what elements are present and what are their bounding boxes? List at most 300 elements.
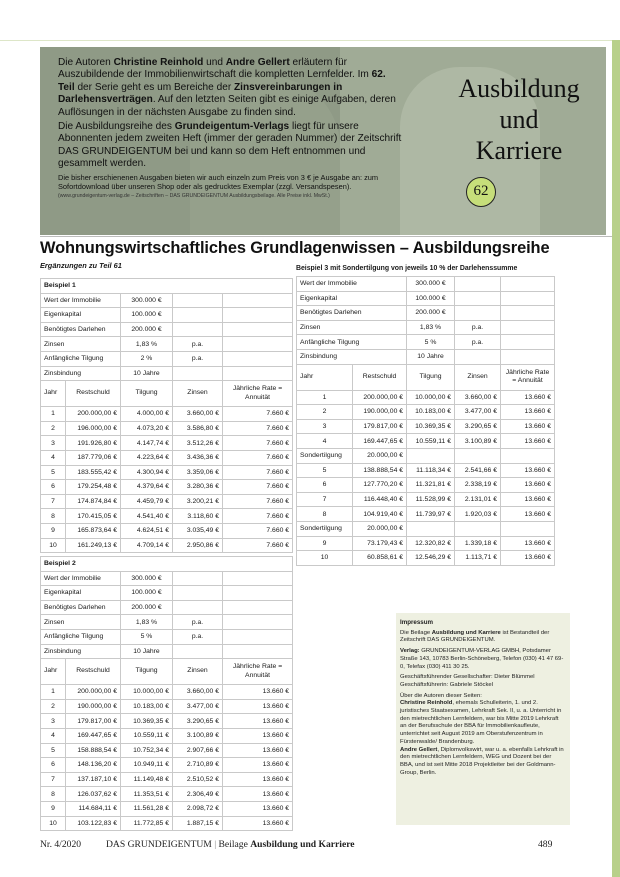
- param-value: 300.000 €: [121, 293, 173, 308]
- value-cell: 3.512,26 €: [173, 436, 223, 451]
- value-cell: 174.874,84 €: [66, 494, 121, 509]
- year-cell: 6: [41, 758, 66, 773]
- value-cell: 60.858,61 €: [353, 551, 407, 566]
- param-value: 5 %: [121, 629, 173, 644]
- table-row: [41, 538, 293, 553]
- year-cell: 2: [41, 699, 66, 714]
- value-cell: 191.926,80 €: [66, 436, 121, 451]
- table-row: [41, 728, 293, 743]
- part-number-badge: 62: [466, 177, 496, 207]
- value-cell: 13.660 €: [501, 434, 555, 449]
- param-label: Eigenkapital: [297, 291, 407, 306]
- impressum-p6: Andre Gellert, Diplomvolkswirt, war u. a. ebenfalls Lehrkraft in den mietrechtlichen Lernfeldern, WEG und Dozent bei der BBA, und ist seit Mitte 2018 Projektleiter bei der Goldmann-Group, Berlin.: [400, 746, 564, 776]
- value-cell: 3.100,89 €: [173, 728, 223, 743]
- param-row: [297, 349, 555, 364]
- year-cell: 10: [41, 538, 66, 553]
- value-cell: 190.000,00 €: [353, 405, 407, 420]
- column-header: Restschuld: [353, 364, 407, 390]
- value-cell: 127.770,20 €: [353, 478, 407, 493]
- param-value: 10 Jahre: [407, 349, 455, 364]
- year-cell: 6: [41, 480, 66, 495]
- value-cell: 3.290,65 €: [173, 714, 223, 729]
- impressum-p4: Über die Autoren dieser Seiten:: [400, 692, 482, 699]
- year-cell: 9: [41, 801, 66, 816]
- value-cell: 13.660 €: [223, 787, 293, 802]
- column-header: Jährliche Rate = Annuität: [223, 381, 293, 407]
- param-label: Zinsen: [41, 615, 121, 630]
- value-cell: 3.200,21 €: [173, 494, 223, 509]
- param-row: [297, 320, 555, 335]
- value-cell: 165.873,64 €: [66, 523, 121, 538]
- value-cell: 13.660 €: [223, 801, 293, 816]
- column-header: Restschuld: [66, 381, 121, 407]
- footer-issue: Nr. 4/2020: [40, 839, 82, 850]
- value-cell: 3.660,00 €: [173, 685, 223, 700]
- intro-paragraph-3: Die bisher erschienenen Ausgaben bieten wir auch einzeln zum Preis von 3 € je Ausgabe an: zum Sofortdownload über unseren Shop oder als gedrucktes Exemplar (zzgl. Versandspesen).: [58, 172, 379, 192]
- intro-paragraph-2: Die Ausbildungsreihe des Grundeigentum-Verlags liegt für unsere Abonnenten jedem zweiten Heft (immer der geraden Nummer) der Zeitschrift DAS GRUNDEIGENTUM bei und kann so dem Heft entnommen und gesammelt werden.: [58, 121, 402, 170]
- year-cell: 9: [297, 536, 353, 551]
- value-cell: [455, 448, 501, 463]
- table-row: [297, 419, 555, 434]
- param-row: [41, 366, 293, 381]
- year-cell: 1: [297, 390, 353, 405]
- value-cell: 116.448,40 €: [353, 492, 407, 507]
- param-label: Wert der Immobilie: [41, 293, 121, 308]
- param-row: [41, 337, 293, 352]
- param-empty: [223, 351, 293, 366]
- value-cell: 13.660 €: [501, 390, 555, 405]
- param-row: [41, 644, 293, 659]
- param-row: [41, 586, 293, 601]
- param-unit: [173, 308, 223, 323]
- value-cell: 13.660 €: [501, 419, 555, 434]
- value-cell: 13.660 €: [223, 714, 293, 729]
- param-row: [41, 322, 293, 337]
- value-cell: 183.555,42 €: [66, 465, 121, 480]
- value-cell: 7.660 €: [223, 407, 293, 422]
- param-row: [41, 293, 293, 308]
- param-value: 100.000 €: [121, 308, 173, 323]
- table-row: [41, 523, 293, 538]
- param-value: 300.000 €: [121, 571, 173, 586]
- value-cell: 2.098,72 €: [173, 801, 223, 816]
- year-cell: 7: [297, 492, 353, 507]
- param-empty: [501, 320, 555, 335]
- value-cell: 4.459,79 €: [121, 494, 173, 509]
- table-row: [41, 480, 293, 495]
- value-cell: 4.223,64 €: [121, 450, 173, 465]
- column-header: Jährliche Rate = Annuität: [223, 659, 293, 685]
- table-header-row: [297, 364, 555, 390]
- value-cell: 2.338,19 €: [455, 478, 501, 493]
- param-unit: [173, 366, 223, 381]
- value-cell: 7.660 €: [223, 421, 293, 436]
- value-cell: 3.290,65 €: [455, 419, 501, 434]
- column-header: Restschuld: [66, 659, 121, 685]
- value-cell: 20.000,00 €: [353, 521, 407, 536]
- year-cell: 10: [41, 816, 66, 831]
- value-cell: 11.561,28 €: [121, 801, 173, 816]
- value-cell: 2.510,52 €: [173, 772, 223, 787]
- table-header-row: [41, 659, 293, 685]
- table-row: [41, 494, 293, 509]
- impressum-p3: Geschäftsführender Gesellschafter: Dieter Blümmel Geschäftsführerin: Gabriele Stöckel: [400, 674, 535, 688]
- param-row: [41, 615, 293, 630]
- param-empty: [223, 644, 293, 659]
- param-empty: [501, 291, 555, 306]
- param-unit: [455, 291, 501, 306]
- value-cell: 2.131,01 €: [455, 492, 501, 507]
- param-label: Wert der Immobilie: [41, 571, 121, 586]
- value-cell: 13.660 €: [223, 816, 293, 831]
- year-cell: 1: [41, 407, 66, 422]
- value-cell: 10.559,11 €: [121, 728, 173, 743]
- table-row: [297, 521, 555, 536]
- table-row: [41, 465, 293, 480]
- param-value: 5 %: [407, 335, 455, 350]
- example-3-title: Beispiel 3 mit Sondertilgung von jeweils 10 % der Darlehenssumme: [296, 265, 518, 272]
- example-1-table: [40, 278, 293, 553]
- param-row: [41, 600, 293, 615]
- table-row: [41, 436, 293, 451]
- year-cell: 6: [297, 478, 353, 493]
- year-cell: 5: [297, 463, 353, 478]
- param-unit: [173, 293, 223, 308]
- value-cell: 170.415,05 €: [66, 509, 121, 524]
- intro-text: [58, 57, 403, 202]
- param-label: Wert der Immobilie: [297, 277, 407, 292]
- table-row: [297, 551, 555, 566]
- year-cell: 7: [41, 494, 66, 509]
- value-cell: 158.888,54 €: [66, 743, 121, 758]
- value-cell: 2.710,89 €: [173, 758, 223, 773]
- param-row: [41, 571, 293, 586]
- table-row: [41, 816, 293, 831]
- impressum-box: [396, 613, 570, 825]
- value-cell: 20.000,00 €: [353, 448, 407, 463]
- value-cell: 13.660 €: [501, 551, 555, 566]
- param-empty: [223, 600, 293, 615]
- table-title-row: [41, 279, 293, 294]
- param-value: 1,83 %: [407, 320, 455, 335]
- value-cell: 10.752,34 €: [121, 743, 173, 758]
- value-cell: 12.320,82 €: [407, 536, 455, 551]
- impressum-p1: Die Beilage Ausbildung und Karriere ist Bestandteil der Zeitschrift DAS GRUNDEIGENTUM.: [400, 629, 550, 644]
- value-cell: 4.147,74 €: [121, 436, 173, 451]
- value-cell: 11.528,99 €: [407, 492, 455, 507]
- value-cell: 179.817,00 €: [353, 419, 407, 434]
- value-cell: 13.660 €: [501, 507, 555, 522]
- value-cell: 4.709,14 €: [121, 538, 173, 553]
- value-cell: 11.353,51 €: [121, 787, 173, 802]
- top-divider: [0, 40, 612, 41]
- param-unit: p.a.: [173, 629, 223, 644]
- param-label: Zinsen: [297, 320, 407, 335]
- param-unit: [173, 586, 223, 601]
- value-cell: 11.772,85 €: [121, 816, 173, 831]
- value-cell: 7.660 €: [223, 538, 293, 553]
- value-cell: 3.477,00 €: [455, 405, 501, 420]
- param-unit: p.a.: [173, 615, 223, 630]
- param-unit: [455, 349, 501, 364]
- value-cell: 3.660,00 €: [173, 407, 223, 422]
- year-cell: Sondertilgung: [297, 521, 353, 536]
- value-cell: 7.660 €: [223, 465, 293, 480]
- value-cell: 161.249,13 €: [66, 538, 121, 553]
- table-row: [41, 758, 293, 773]
- param-label: Zinsbindung: [41, 366, 121, 381]
- year-cell: 2: [297, 405, 353, 420]
- value-cell: 7.660 €: [223, 509, 293, 524]
- value-cell: 169.447,65 €: [353, 434, 407, 449]
- param-unit: [455, 306, 501, 321]
- year-cell: 5: [41, 743, 66, 758]
- table-header-row: [41, 381, 293, 407]
- table-row: [41, 772, 293, 787]
- table-row: [41, 714, 293, 729]
- value-cell: 13.660 €: [223, 758, 293, 773]
- param-empty: [223, 308, 293, 323]
- param-empty: [501, 306, 555, 321]
- value-cell: 10.000,00 €: [121, 685, 173, 700]
- param-value: 2 %: [121, 351, 173, 366]
- value-cell: [455, 521, 501, 536]
- intro-paragraph-1: Die Autoren Christine Reinhold und Andre Gellert erläutern für Auszubildende der Immobilienwirtschaft die kompletten Lernfelder. Im 62. Teil der Serie geht es um Bereiche der Zinsvereinbarungen in Darlehensverträgen. Auf den letzten Seiten gibt es einige Aufgaben, deren Auflösungen in der nächsten Ausgabe zu finden sind.: [58, 57, 396, 118]
- param-value: 10 Jahre: [121, 366, 173, 381]
- table-row: [297, 448, 555, 463]
- value-cell: 7.660 €: [223, 523, 293, 538]
- table-row: [297, 507, 555, 522]
- column-header: Zinsen: [173, 381, 223, 407]
- value-cell: 4.379,64 €: [121, 480, 173, 495]
- param-row: [297, 306, 555, 321]
- param-value: 300.000 €: [407, 277, 455, 292]
- value-cell: 2.306,49 €: [173, 787, 223, 802]
- param-unit: p.a.: [455, 320, 501, 335]
- param-unit: p.a.: [455, 335, 501, 350]
- year-cell: 1: [41, 685, 66, 700]
- column-header: Jährliche Rate = Annuität: [501, 364, 555, 390]
- page-headline: Wohnungswirtschaftliches Grundlagenwissen – Ausbildungsreihe: [40, 239, 550, 257]
- value-cell: [407, 448, 455, 463]
- value-cell: 10.369,35 €: [407, 419, 455, 434]
- param-label: Eigenkapital: [41, 586, 121, 601]
- year-cell: 5: [41, 465, 66, 480]
- value-cell: 126.037,62 €: [66, 787, 121, 802]
- value-cell: 200.000,00 €: [353, 390, 407, 405]
- param-value: 10 Jahre: [121, 644, 173, 659]
- value-cell: [501, 521, 555, 536]
- value-cell: 137.187,10 €: [66, 772, 121, 787]
- value-cell: 13.660 €: [223, 743, 293, 758]
- value-cell: 10.369,35 €: [121, 714, 173, 729]
- value-cell: 13.660 €: [223, 728, 293, 743]
- column-header: Zinsen: [173, 659, 223, 685]
- param-unit: [455, 277, 501, 292]
- param-label: Benötigtes Darlehen: [297, 306, 407, 321]
- column-header: Zinsen: [455, 364, 501, 390]
- table-row: [297, 536, 555, 551]
- value-cell: 13.660 €: [501, 405, 555, 420]
- table-title-row: [41, 557, 293, 572]
- param-empty: [223, 322, 293, 337]
- value-cell: 3.035,49 €: [173, 523, 223, 538]
- impressum-heading: Impressum: [400, 619, 434, 626]
- year-cell: 10: [297, 551, 353, 566]
- value-cell: 4.300,94 €: [121, 465, 173, 480]
- table-title: Beispiel 2: [41, 557, 293, 572]
- table-row: [41, 509, 293, 524]
- value-cell: 3.359,06 €: [173, 465, 223, 480]
- table-row: [297, 478, 555, 493]
- param-empty: [223, 366, 293, 381]
- value-cell: 3.477,00 €: [173, 699, 223, 714]
- year-cell: 9: [41, 523, 66, 538]
- param-empty: [223, 615, 293, 630]
- value-cell: 1.920,03 €: [455, 507, 501, 522]
- value-cell: 4.000,00 €: [121, 407, 173, 422]
- value-cell: 3.660,00 €: [455, 390, 501, 405]
- param-label: Zinsen: [41, 337, 121, 352]
- year-cell: 2: [41, 421, 66, 436]
- year-cell: Sondertilgung: [297, 448, 353, 463]
- param-empty: [223, 586, 293, 601]
- param-label: Zinsbindung: [41, 644, 121, 659]
- table-row: [297, 405, 555, 420]
- example-3-table: [296, 276, 555, 566]
- footer-publication: DAS GRUNDEIGENTUM | Beilage Ausbildung und Karriere: [106, 839, 355, 850]
- table-row: [41, 421, 293, 436]
- table-row: [41, 787, 293, 802]
- table-title: Beispiel 1: [41, 279, 293, 294]
- param-row: [41, 629, 293, 644]
- param-value: 100.000 €: [407, 291, 455, 306]
- impressum-p5: Christine Reinhold, ehemals Schulleiterin, 1. und 2. juristisches Staatsexamen, Lehrkraft Sek. II, u. a. Unterricht in den mietrechtlichen Lernfeldern, war bis Mitte 2019 Lehrkraft an der Berufsschule der BBA für Immobilienkaufleute, unterrichtet seit August 2019 am Oberstufenzentrum in Fürstenwalde/ Brandenburg.: [400, 700, 562, 745]
- param-unit: [173, 600, 223, 615]
- param-empty: [223, 293, 293, 308]
- value-cell: [407, 521, 455, 536]
- headline-divider: [40, 236, 612, 237]
- value-cell: 200.000,00 €: [66, 685, 121, 700]
- value-cell: 10.183,00 €: [407, 405, 455, 420]
- value-cell: 13.660 €: [223, 685, 293, 700]
- value-cell: 196.000,00 €: [66, 421, 121, 436]
- year-cell: 3: [41, 436, 66, 451]
- value-cell: 138.888,54 €: [353, 463, 407, 478]
- param-row: [41, 308, 293, 323]
- param-empty: [501, 349, 555, 364]
- year-cell: 8: [41, 787, 66, 802]
- footer-page-number: 489: [538, 839, 553, 850]
- param-label: Benötigtes Darlehen: [41, 600, 121, 615]
- param-row: [297, 291, 555, 306]
- year-cell: 4: [297, 434, 353, 449]
- value-cell: 3.586,80 €: [173, 421, 223, 436]
- param-label: Zinsbindung: [297, 349, 407, 364]
- value-cell: 4.624,51 €: [121, 523, 173, 538]
- table-row: [297, 463, 555, 478]
- param-empty: [501, 277, 555, 292]
- table-row: [41, 407, 293, 422]
- param-value: 1,83 %: [121, 615, 173, 630]
- value-cell: 13.660 €: [501, 478, 555, 493]
- year-cell: 7: [41, 772, 66, 787]
- param-label: Anfängliche Tilgung: [41, 629, 121, 644]
- param-unit: [173, 571, 223, 586]
- param-label: Anfängliche Tilgung: [41, 351, 121, 366]
- example-2-table: [40, 556, 293, 831]
- param-row: [41, 351, 293, 366]
- value-cell: 10.949,11 €: [121, 758, 173, 773]
- year-cell: 4: [41, 728, 66, 743]
- value-cell: 10.183,00 €: [121, 699, 173, 714]
- year-cell: 3: [41, 714, 66, 729]
- table-row: [41, 450, 293, 465]
- value-cell: 10.559,11 €: [407, 434, 455, 449]
- value-cell: 200.000,00 €: [66, 407, 121, 422]
- series-title: Ausbildung und Karriere: [458, 74, 580, 165]
- value-cell: 179.254,48 €: [66, 480, 121, 495]
- value-cell: 2.950,86 €: [173, 538, 223, 553]
- column-header: Tilgung: [407, 364, 455, 390]
- value-cell: 148.136,20 €: [66, 758, 121, 773]
- year-cell: 3: [297, 419, 353, 434]
- value-cell: 3.436,36 €: [173, 450, 223, 465]
- year-cell: 4: [41, 450, 66, 465]
- param-label: Eigenkapital: [41, 308, 121, 323]
- param-row: [297, 277, 555, 292]
- column-header: Tilgung: [121, 381, 173, 407]
- value-cell: 4.073,20 €: [121, 421, 173, 436]
- param-unit: p.a.: [173, 337, 223, 352]
- value-cell: 11.149,48 €: [121, 772, 173, 787]
- param-value: 200.000 €: [407, 306, 455, 321]
- page-subhead: Ergänzungen zu Teil 61: [40, 261, 122, 270]
- impressum-p2: Verlag: GRUNDEIGENTUM-VERLAG GMBH, Potsdamer Straße 143, 10783 Berlin-Schöneberg, Telefon (030) 41 47 69-0, Telefax (030) 411 30 25.: [400, 648, 564, 670]
- table-row: [41, 685, 293, 700]
- year-cell: 8: [41, 509, 66, 524]
- value-cell: 2.907,66 €: [173, 743, 223, 758]
- table-row: [41, 801, 293, 816]
- value-cell: 11.739,97 €: [407, 507, 455, 522]
- param-empty: [223, 571, 293, 586]
- value-cell: 7.660 €: [223, 436, 293, 451]
- value-cell: 3.118,60 €: [173, 509, 223, 524]
- intro-paragraph-4: (www.grundeigentum-verlag.de – Zeitschriften – DAS GRUNDEIGENTUM Ausbildungsbeilage. Alle Preise inkl. MwSt.): [58, 193, 330, 200]
- value-cell: 73.179,43 €: [353, 536, 407, 551]
- param-unit: [173, 322, 223, 337]
- column-header: Tilgung: [121, 659, 173, 685]
- value-cell: 11.321,81 €: [407, 478, 455, 493]
- param-label: Benötigtes Darlehen: [41, 322, 121, 337]
- param-row: [297, 335, 555, 350]
- value-cell: 3.280,36 €: [173, 480, 223, 495]
- value-cell: 114.684,11 €: [66, 801, 121, 816]
- param-empty: [223, 629, 293, 644]
- value-cell: 13.660 €: [501, 463, 555, 478]
- value-cell: 7.660 €: [223, 494, 293, 509]
- value-cell: 13.660 €: [501, 536, 555, 551]
- table-row: [297, 434, 555, 449]
- intro-banner: [40, 47, 606, 235]
- year-cell: 8: [297, 507, 353, 522]
- value-cell: 7.660 €: [223, 480, 293, 495]
- value-cell: 12.546,29 €: [407, 551, 455, 566]
- column-header: Jahr: [297, 364, 353, 390]
- value-cell: 1.887,15 €: [173, 816, 223, 831]
- side-accent-bar: [612, 40, 620, 877]
- value-cell: 1.113,71 €: [455, 551, 501, 566]
